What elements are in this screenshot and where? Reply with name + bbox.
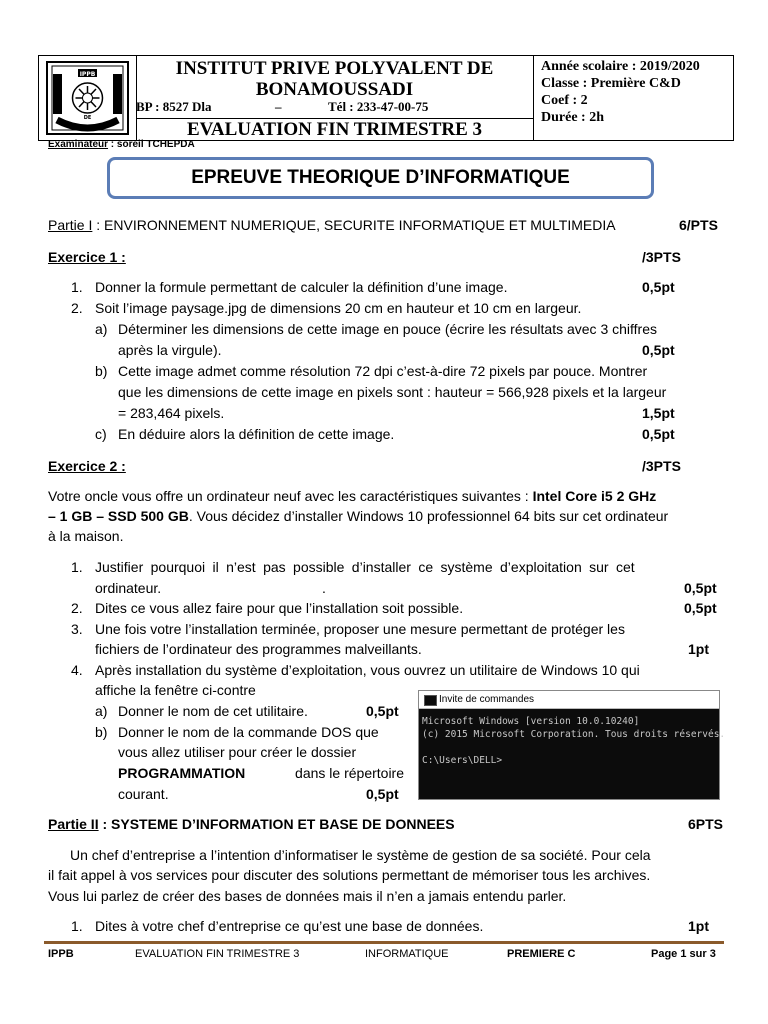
school-logo xyxy=(39,56,136,140)
examiner-label: Examinateur xyxy=(48,139,109,150)
svg-text:DE: DE xyxy=(83,115,92,121)
ex2-intro-text: Votre oncle vous offre un ordinateur neuf avec les caractéristiques suivantes : xyxy=(48,488,533,504)
folder-name: PROGRAMMATION xyxy=(118,765,246,781)
footer-page-number: Page 1 sur 3 xyxy=(651,948,716,960)
ex2-q2-points: 0,5pt xyxy=(684,600,717,616)
bp-text: BP : 8527 Dla xyxy=(136,99,212,114)
class-info: Classe : Première C&D xyxy=(541,76,681,91)
footer-evaluation: EVALUATION FIN TRIMESTRE 3 xyxy=(135,948,300,960)
cmd-line1: Microsoft Windows [version 10.0.10240] xyxy=(422,716,640,727)
ex1-qb-line2: que les dimensions de cette image en pixels sont : hauteur = 566,928 pixels et la largeur xyxy=(118,384,667,400)
ex1-q1-num: 1. xyxy=(71,279,83,295)
part1-heading xyxy=(48,215,616,236)
footer-class: PREMIERE C xyxy=(507,948,576,960)
part2-q1: Dites à votre chef d’entreprise ce qu’est une base de données. xyxy=(95,918,484,934)
ex1-qb-line1: Cette image admet comme résolution 72 dpi c’est-à-dire 72 pixels par pouce. Montrer xyxy=(118,363,648,379)
ex2-q4b-line1: Donner le nom de la commande DOS que xyxy=(118,724,379,740)
ex2-q1-num: 1. xyxy=(71,559,83,575)
ex1-qa-line1: Déterminer les dimensions de cette image en pouce (écrire les résultats avec 3 chiffres xyxy=(118,321,657,337)
ex2-q1-line2: ordinateur. xyxy=(95,580,162,596)
cmd-prompt: C:\Users\DELL> xyxy=(422,755,503,766)
ex2-q1-dot: . xyxy=(322,580,326,596)
ex2-q2: Dites ce vous allez faire pour que l’installation soit possible. xyxy=(95,600,464,616)
part2-para-line1: Un chef d’entreprise a l’intention d’informatiser le système de gestion de sa société. Pour cela xyxy=(70,847,651,863)
part2-para-line3: Vous lui parlez de créer des bases de données mais il n’en a jamais entendu parler. xyxy=(48,888,567,904)
examiner-line xyxy=(48,139,195,150)
footer-subject: INFORMATIQUE xyxy=(365,948,449,960)
ex1-qa-points: 0,5pt xyxy=(642,342,675,358)
svg-text:IPPB: IPPB xyxy=(79,71,96,78)
ex1-q2: Soit l’image paysage.jpg de dimensions 20 cm en hauteur et 10 cm en largeur. xyxy=(95,300,582,316)
part1-label: Partie I xyxy=(48,217,93,233)
ex2-q3-line1: Une fois votre l’installation terminée, proposer une mesure permettant de protéger les xyxy=(95,621,625,637)
ex2-q3-points: 1pt xyxy=(688,641,709,657)
duration: Durée : 2h xyxy=(541,110,604,125)
ex1-qb-points: 1,5pt xyxy=(642,405,675,421)
ex1-q1-points: 0,5pt xyxy=(642,279,675,295)
ex2-intro-rest: . Vous décidez d’installer Windows 10 professionnel 64 bits sur cet ordinateur xyxy=(188,508,669,524)
cmd-line2: (c) 2015 Microsoft Corporation. Tous droits réservés. xyxy=(422,729,726,740)
ex1-qc-num: c) xyxy=(95,426,107,442)
part2-q1-num: 1. xyxy=(71,918,83,934)
ex2-q1-points: 0,5pt xyxy=(684,580,717,596)
school-year: Année scolaire : 2019/2020 xyxy=(541,59,700,74)
footer-school: IPPB xyxy=(48,948,74,960)
institution-name: INSTITUT PRIVE POLYVALENT DE BONAMOUSSADI xyxy=(175,58,494,100)
ex1-q2-num: 2. xyxy=(71,300,83,316)
exam-info-cell xyxy=(533,56,733,140)
school-logo-cell xyxy=(39,56,137,140)
part2-para-line2: il fait appel à vos services pour discuter des solutions permettant de mémoriser tous les archives. xyxy=(48,867,651,883)
exercise1-label: Exercice 1 : xyxy=(48,249,126,265)
part2-title: : SYSTEME D’INFORMATION ET BASE DE DONNEES xyxy=(98,816,455,832)
ex1-q1: Donner la formule permettant de calculer la définition d’une image. xyxy=(95,279,508,295)
header-table xyxy=(38,55,734,141)
exercise2-label: Exercice 2 : xyxy=(48,458,126,474)
cmd-output xyxy=(422,715,725,767)
ex2-intro-line3: à la maison. xyxy=(48,528,124,544)
coefficient: Coef : 2 xyxy=(541,93,588,108)
ex2-q4b-line4: courant. xyxy=(118,786,169,802)
part2-points: 6PTS xyxy=(688,816,724,832)
dash: – xyxy=(275,99,282,114)
ex2-q4b-line3-rest: dans le répertoire xyxy=(295,765,404,781)
cmd-icon xyxy=(424,695,437,706)
ex1-qb-num: b) xyxy=(95,363,108,379)
ex2-q4-line1: Après installation du système d’exploitation, vous ouvrez un utilitaire de Windows 10 qui xyxy=(95,662,640,678)
part1-title: : ENVIRONNEMENT NUMERIQUE, SECURITE INFORMATIQUE ET MULTIMEDIA xyxy=(92,217,616,233)
cmd-title: Invite de commandes xyxy=(439,694,535,705)
part2-label: Partie II xyxy=(48,816,99,832)
exercise2-points: /3PTS xyxy=(642,458,681,474)
exam-title: EPREUVE THEORIQUE D’INFORMATIQUE xyxy=(107,157,654,199)
evaluation-title: EVALUATION FIN TRIMESTRE 3 xyxy=(136,118,533,141)
part2-q1-points: 1pt xyxy=(688,918,709,934)
ex2-specs-mem: – 1 GB – SSD 500 GB xyxy=(48,508,189,524)
part2-heading xyxy=(48,814,455,835)
ex2-q4a: Donner le nom de cet utilitaire. xyxy=(118,703,308,719)
ex1-qa-line2: après la virgule). xyxy=(118,342,222,358)
ex2-intro-line1 xyxy=(48,486,656,507)
ex2-q4b-line2: vous allez utiliser pour créer le dossier xyxy=(118,744,357,760)
ex2-q4b-points: 0,5pt xyxy=(366,786,399,802)
ex2-q4-line2: affiche la fenêtre ci-contre xyxy=(95,682,256,698)
ex2-intro-line2 xyxy=(48,506,668,527)
cmd-title-bar xyxy=(419,691,719,709)
command-prompt-screenshot xyxy=(418,690,726,800)
tel-text: Tél : 233-47-00-75 xyxy=(328,99,429,114)
ex1-qc: En déduire alors la définition de cette image. xyxy=(118,426,395,442)
ex1-qb-line3: = 283,464 pixels. xyxy=(118,405,225,421)
ex2-q4a-num: a) xyxy=(95,703,108,719)
ex2-q4-num: 4. xyxy=(71,662,83,678)
ex2-specs-cpu: Intel Core i5 2 GHz xyxy=(532,488,657,504)
exercise1-points: /3PTS xyxy=(642,249,681,265)
ex1-qa-num: a) xyxy=(95,321,108,337)
ex2-q1-line1: Justifier pourquoi il n’est pas possible d’installer ce système d’exploitation sur cet xyxy=(95,559,635,575)
institution-cell xyxy=(136,56,534,140)
ex2-q4b-num: b) xyxy=(95,724,108,740)
ex2-q3-line2: fichiers de l’ordinateur des programmes malveillants. xyxy=(95,641,422,657)
ex2-q4b-line3 xyxy=(118,763,404,784)
part1-points: 6/PTS xyxy=(679,217,718,233)
ex2-q4a-points: 0,5pt xyxy=(366,703,399,719)
ex1-qc-points: 0,5pt xyxy=(642,426,675,442)
ex2-q2-num: 2. xyxy=(71,600,83,616)
ex2-q3-num: 3. xyxy=(71,621,83,637)
footer-divider xyxy=(44,941,724,944)
examiner-name: : soreil TCHEPDA xyxy=(108,139,195,150)
